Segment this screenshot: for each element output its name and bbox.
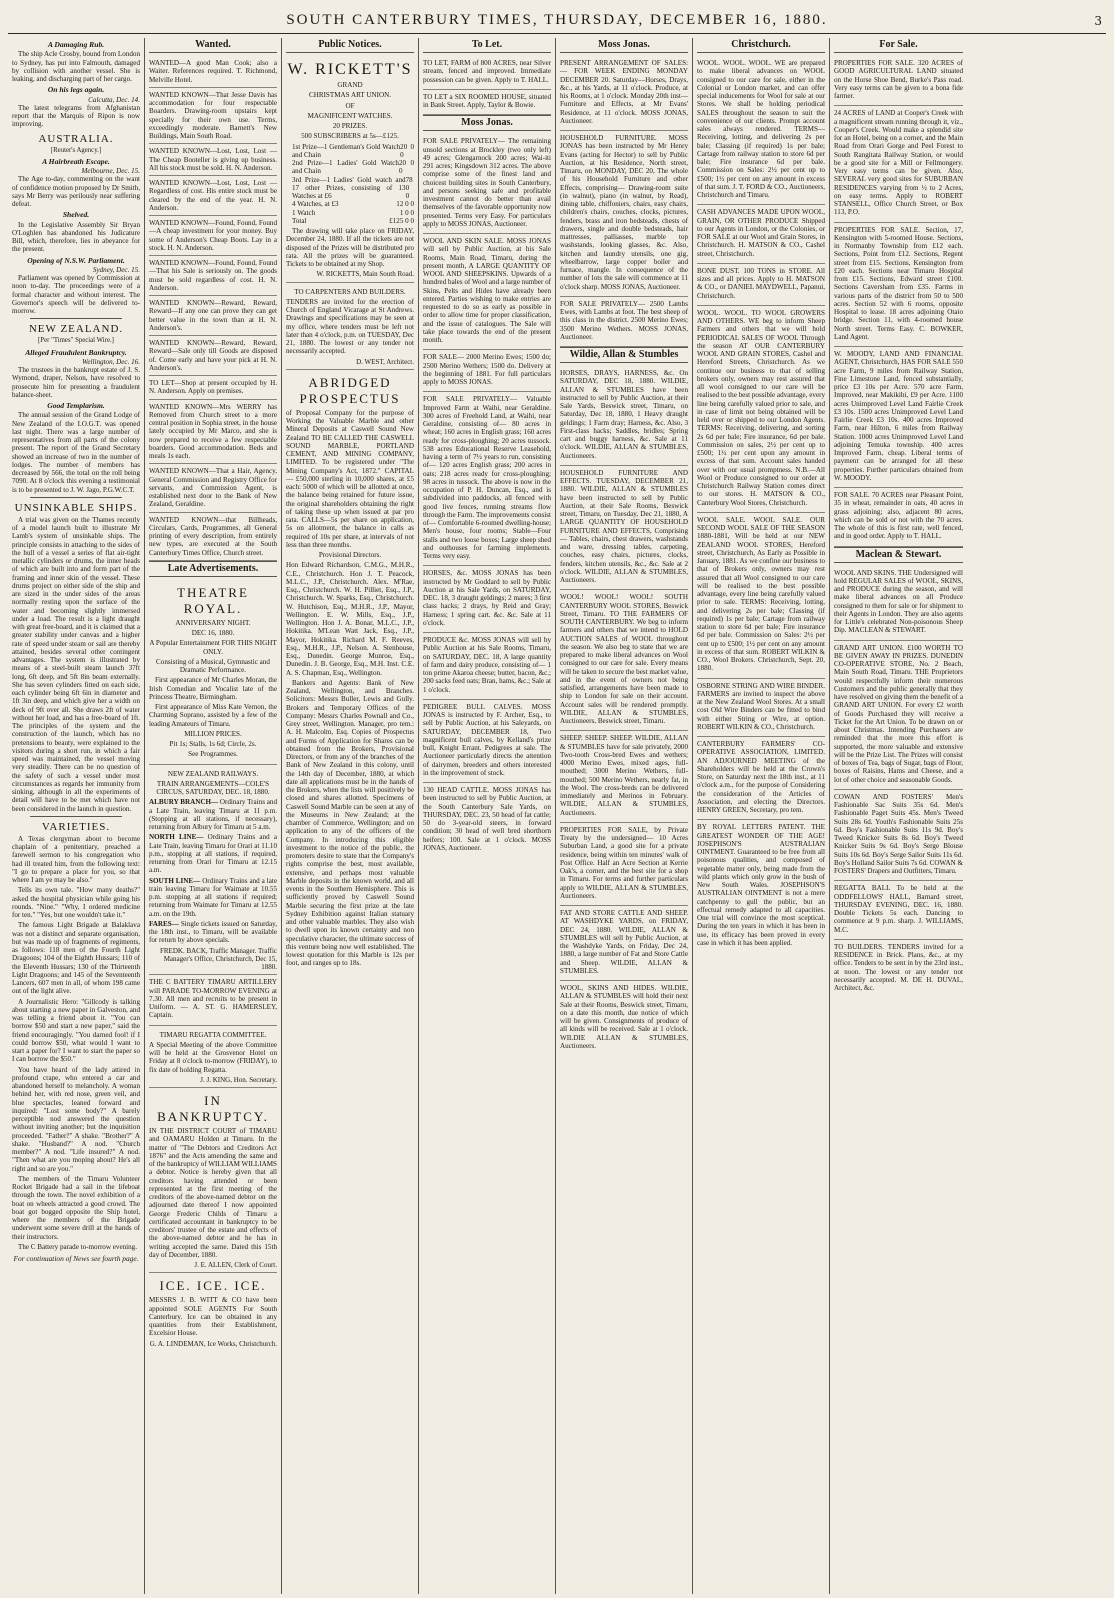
prize-list <box>292 143 414 226</box>
column-heading: Wanted. <box>149 38 277 53</box>
auction-ad <box>423 392 551 566</box>
ad-line: 20 PRIZES. <box>332 122 368 130</box>
item-body: The trustees in the bankrupt estate of J. S. Wymond, draper, Nelson, have resolved to prosecute him for presenting a fraudulent balance-sheet. <box>12 366 140 399</box>
prize-value: 78 0 0 <box>405 175 413 200</box>
agency-line: [Per "Times" Special Wire.] <box>38 337 114 345</box>
wool-ad <box>697 56 825 205</box>
column-public-notices <box>282 38 419 1594</box>
railways-subtitle: TRAIN ARRANGEMENTS—COLE'S CIRCUS, SATURDAY, DEC. 18, 1880. <box>156 779 270 796</box>
theatre-line: DEC 16, 1880. <box>191 629 235 637</box>
ad-line: MAGNIFICENT WATCHES. <box>307 111 393 120</box>
prospectus-ad <box>286 370 414 973</box>
ad-text: HORSES, &c. MOSS JONAS has been instructed by Mr Goddard to sell by Public Auction at his Sale Yards, on SATURDAY, DEC. 18, 3 draught geldings; 2 mares; 3 first class hacks; 2 drays, by Reid and Gray; Harness; 1 spring cart. &c. &c. Sale at 11 o'clock. <box>423 569 551 627</box>
ad-text: WANTED KNOWN—Reward, Reward, Reward—Sale only till Goods are disposed of. Come early and have your pick at H. N. Anderson's. <box>149 339 277 372</box>
prize-value: 12 0 0 <box>396 200 414 209</box>
item-body: The ship Acle Crosby, bound from London to Sydney, has put into Falmouth, damaged by collision with another vessel. She is leaking, and discharging part of her cargo. <box>12 50 140 83</box>
prize-row <box>292 200 414 208</box>
auction-ad <box>560 590 688 731</box>
ad-text: BY ROYAL LETTERS PATENT. THE GREATEST WONDER OF THE AGE! JOSEPHSON'S AUSTRALIAN OINTMENT. Guaranteed to be free from all poisonous qualities, and composed of vegetable matter only, being made from the wild plants which only grow in the bush of New South Wales. JOSEPHSON'S AUSTRALIAN OINTMENT is not a mere catchpenny to gull the public, but an effectual remedy adapted to all capacities. One trial will convince the most sceptical. During the ten years in which it has been in use, its efficacy has been proved in every case in which it has been applied. <box>697 823 825 947</box>
auction-ad <box>560 906 688 981</box>
column-heading: Wildie, Allan & Stumbles <box>560 347 688 363</box>
railways-title: NEW ZEALAND RAILWAYS. <box>167 769 259 778</box>
item-body: The latest telegrams from Afghanistan report that the Marquis of Ripon is now improving. <box>12 103 140 129</box>
property-ad <box>834 488 963 547</box>
ad-title: ABRIDGED PROSPECTUS <box>299 374 401 406</box>
ad-text: WOOL! WOOL! WOOL! SOUTH CANTERBURY WOOL STORES, Beswick Street, Timaru. TO THE FARMERS OF SOUTH CANTERBURY. We beg to inform farmers and others that we intend to HOLD AUCTION SALES of WOOL throughout the season. We also beg to state that we are prepared to make liberal advances on Wool consigned to our care for sale. Every means will be taken to secure the best market value, and in the event of owners not being satisfied, arrangements have been made to ship to London for sale on their account. Account sales will be rendered promptly. WILDIE, ALLAN & STUMBLES, Auctioneers, Beswick street, Timaru. <box>560 593 688 725</box>
railways-section-heading: FARES— <box>149 919 179 928</box>
dateline: Melbourne, Dec. 15. <box>81 167 140 175</box>
regatta-committee-ad <box>149 1026 277 1089</box>
wool-ad <box>697 737 825 820</box>
variety-paragraph: The C Battery parade to-morrow evening. <box>18 1242 137 1251</box>
ad-text: PEDIGREE BULL CALVES. MOSS JONAS is instructed by F. Archer, Esq., to sell by Public Auction, at his Saleyards, on SATURDAY, DECEMBER 18, Two magnificent bull calves, by Kelland's prize bull, Knight Errant. Pedigrees at sale. The Auctioneer particularly directs the attention of dairymen, breeders and others interested in the improvement of stock. <box>423 702 551 777</box>
merchant-ad <box>834 790 963 882</box>
property-ad <box>834 56 963 106</box>
signature: W. RICKETTS, Main South Road. <box>316 270 414 279</box>
auction-ad <box>423 350 551 392</box>
classified-ad <box>149 176 277 216</box>
ad-title: TO CARPENTERS AND BUILDERS. <box>294 287 406 296</box>
railways-section-heading: NORTH LINE— <box>149 833 204 842</box>
auction-ad <box>560 981 688 1055</box>
ad-line: CHRISTMAS ART UNION. <box>308 91 392 100</box>
directors-heading: Provisional Directors. <box>318 551 382 559</box>
column-to-let <box>419 38 556 1594</box>
classified-ad <box>149 513 277 561</box>
ad-text: WOOL AND SKIN SALE. MOSS JONAS will sell by Public Auction, at his Sale Rooms, Main Road, Timaru, during the present month, A LARGE QUANTITY OF WOOL AND SHEEPSKINS. Upwards of a hundred bales of Wool and a large number of Skins, Pelts and Hides have already been entered. Parties wishing to make entries are requested to do so as early as possible in order to allow time for proper classification, and the issue of catalogues. The Sale will take place towards the end of the present month. <box>423 237 551 344</box>
ad-text: COWAN AND FOSTERS' Men's Fashionable Sac Suits 35s 6d. Men's Fashionable Paget Suits 45s. Men's Tweed Suits 28s 6d. Youth's Fashionable Suits 25s 6d. Boy's Fashionable Suits 11s 9d. Boy's Tweed Knicker Suits 8s 6d. Boy's Tweed Knicker Suits 9s 6d. Boy's Serge Blouse Suits 10s 6d. Boy's Serge Sailor Suits 11s 6d. Boy's Holland Sailor Suits 7s 6d. COWAN & FOSTERS' Drapers and Outfitters, Timaru. <box>834 792 963 875</box>
ad-text: WOOL. WOOL. WOOL. WE are prepared to make liberal advances on WOOL consigned to our care for sale, either in the Colonial or London market, and can offer special inducements for Wool for sale at our Stores. We shall be holding periodical SALES throughout the season to suit the convenience of our clients. Prompt account sales always rendered. TERMS— Receiving, lotting, and delivering 2s per bale; Classing (if required) 1s per bale; Cartage from railway station to store 6d per bale; Fire insurance 6d per bale. Commission on Sales: 2½ per cent up to £500; 1½ per cent on any amount in excess of that sum. J. T. FORD & CO., Auctioneers, Christchurch and Timaru. <box>697 59 825 199</box>
ad-title: TIMARU REGATTA COMMITTEE. <box>159 1030 267 1039</box>
ad-text: FOR SALE. 70 ACRES near Pleasant Point, 35 in wheat, remainder in oats, 40 acres in grass adjoining; also, adjacent 80 acres, which can be sold or not with the 70 acres. The whole of this is first rate, well fenced, and in good order. Apply to T. HALL. <box>834 491 963 541</box>
column-wanted <box>145 38 282 1594</box>
ad-text: A Special Meeting of the above Committee will be held at the Grosvenor Hotel on Friday at 8 o'clock to-morrow (FRIDAY), to fix date of holding Regatta. <box>149 1040 277 1074</box>
railways-section <box>149 798 277 831</box>
classified-ad <box>149 56 277 88</box>
ad-text: THE C BATTERY TIMARU ARTILLERY will PARADE TO-MORROW EVENING at 7.30. All men and recruits to be present in Uniform. — A. ST. G. HAMERSLEY, Captain. <box>149 978 277 1020</box>
classified-ad <box>149 464 277 512</box>
variety-paragraph: The famous Light Brigade at Balaklava was not a distinct and separate organisation, but was made up of fragments of regiments, as follows: 118 men of the Fourth Light Dragoons; 104 of the Eighth Hussars; 110 of the Eleventh Hussars; 130 of the Thirteenth Light Dragoons; and 145 of the Seventeenth Lancers, 607 men in all, of whom 198 came out of the light alive. <box>12 921 140 996</box>
prize-value: £125 0 0 <box>389 216 414 225</box>
ad-text: GRAND ART UNION. £100 WORTH TO BE GIVEN AWAY IN PRIZES. DUNEDIN CO-OPERATIVE STORE, No. 2 Beach, Main South Road, Timaru. THE Proprietors would respectfully inform their numerous Customers and the public generally that they have resolved on giving them the benefit of a GRAND ART UNION. For every £2 worth of Goods Purchased they will receive a Ticket for the Art Union. To be drawn on or about Christmas. Intending Purchasers are reminded that the more this effort is supported, the more valuable and extensive will be the Prize List. The Prizes will consist of boxes of Tea, bags of Sugar, bags of Flour, boxes of Raisins, Hams and Cheese, and a lot of other choice and seasonable Goods. <box>834 643 963 784</box>
column-heading: To Let. <box>423 38 551 53</box>
battery-ad <box>149 975 277 1025</box>
prize-desc: 4 Watches, at £3 <box>292 200 339 209</box>
theatre-line: Consisting of a Musical, Gymnastic and Dramatic Performance. <box>156 657 270 674</box>
wool-ad <box>697 820 825 952</box>
ad-text: FOR SALE PRIVATELY— Valuable Improved Farm at Waihi, near Geraldine. 300 acres of Freehold Land, at Waihi, near Geraldine, consisting of— 80 acres in wheat; 160 acres in English grass; 160 acres ready for cross-ploughing; 20 acres tussock. 538 acres Educational Reserve Leasehold, having a term of 7½ years to run, consisting of— 120 acres English grass; 200 acres in oats; 218 acres ready for cross-ploughing; 98 acres in tussock. The above is now in the occupation of P. H. Duncan, Esq., and is subdivided into paddocks, all fenced with good live fences, running streams flow through the Farm. The improvements consist of— Comfortable 6-roomed dwelling-house; Men's house, four rooms; Stable—Four stalls and two loose boxes; Large sheep shed and outhouses for farming implements. Terms very easy. <box>423 395 551 560</box>
ad-text: PROPERTIES FOR SALE. Section, 17, Kensington with 5-roomed House. Sections, in Normanby Township from £12 each. Sections, Point from £12. Sections, Regent street from £15. Sections, Kensington from £20 each. Sections near Timaru Hospital from £15. Sections, Edward street £100. Sections Caversham from £35. Farms in various parts of the district from 50 to 500 acres. Section 52 with 6 rooms, opposite Hospital to lease. 18 acres adjoining Otaio bridge. Section 11, with 4-roomed house North street. Terms Easy. C. BOWKER, Land Agent. <box>834 225 963 341</box>
classified-ad <box>149 216 277 256</box>
ad-text: of Proposal Company for the purpose of Working the Valuable Marble and other Mineral Deposits at Caswell Sound New Zealand TO BE CALLED THE CASWELL SOUND MARBLE, PORTLAND CEMENT, AND MINING COMPANY, LIMITED. To be registered under "The Mining Company's Act, 1872." CAPITAL — £50,000 sterling in 10,000 shares, at £5 each: 5000 of which will be allotted at once, the balance being retained for future issue, the original shareholders obtaining the right of taking these up when issued at par pro rata. CALLS—5s per share on application, 5s on allotment, the balance in calls as required of 10s per share, at intervals of not less than three months. <box>286 408 414 549</box>
ad-text: WANTED KNOWN—Found, Found, Found—A cheap investment for your money. Buy some of Anderson's Cheap Boots. Lay in a stock. H. N. Anderson. <box>149 219 277 252</box>
item-body: The Age to-day, commenting on the want of confidence motion proposed by Dr Smith, says Mr Berry was perilously near suffering defeat. <box>12 175 140 208</box>
merchant-ad <box>834 641 963 790</box>
item-heading: A Hairbreath Escape. <box>42 156 110 166</box>
divider <box>30 497 122 498</box>
auction-ad <box>423 234 551 350</box>
ad-title: IN BANKRUPTCY. <box>157 1093 269 1124</box>
late-ads-heading: Late Advertisements. <box>149 561 277 577</box>
ad-text: WANTED KNOWN—Found, Found, Found—That his Sale is seriously on. The goods must be sold regardless of cost. H. N. Anderson. <box>149 259 277 292</box>
merchant-ad <box>834 940 963 998</box>
prize-desc: 3rd Prize—1 Ladies' Gold watch and 17 other Prizes, consisting of 13 Watches at £6 <box>292 175 406 200</box>
wool-ad <box>697 513 825 679</box>
auction-ad <box>560 466 688 591</box>
railways-section <box>149 833 277 874</box>
variety-paragraph: A Journalistic Hero: "Gillcody is talking about starting a new paper in Galveston, and was telling a friend about it. "You can borrow $50 and start a new paper," said the friend encouragingly. "You darned fool! if I could borrow $50, what would I want to start a paper for? I want to start the paper so I can borrow the $50." <box>12 997 140 1064</box>
theatre-line: ANNIVERSARY NIGHT. <box>175 618 251 627</box>
columns <box>8 38 1106 1594</box>
divider <box>30 816 122 817</box>
signature: FREDK. BACK, Traffic Manager. Traffic Manager's Office, Christchurch, Dec 15, 1880. <box>160 946 277 971</box>
dateline: Wellington, Dec. 16. <box>82 357 140 366</box>
item-heading: Good Templarism. <box>47 401 105 410</box>
railways-section-text: Ordinary Trains and a Late Train, leaving Timaru for Orari at 11.10 p.m., stopping at all stations, if required, returning from Orari for Timaru at 12.15 a.m. <box>149 833 277 875</box>
prize-row <box>292 159 414 176</box>
ad-text: PROPERTIES FOR SALE, by Private Treaty by the undersigned— 10 Acres Suburban Land, a good site for a private residence, being within ten minutes' walk of Post Office. Half an Acre Section at Kerrie Oak's, a corner, and the best site for a shop in Timaru. For terms and further particulars apply to WILDIE, ALLAN & STUMBLES, Auctioneers. <box>560 825 688 900</box>
signature: G. A. LINDEMAN, Ice Works, Christchurch. <box>149 1339 277 1348</box>
variety-paragraph: Tells its own tale. "How many deaths?" asked the hospital physician while going his rounds. "Nine." "Why, I ordered medicine for ten." "Yes, but one wouldn't take it." <box>12 886 140 919</box>
ad-text: HOUSEHOLD FURNITURE. MOSS JONAS has been instructed by Mr Henry Evans (acting for Hector) to sell by Public Auction, at his Residence, North street, Timaru, on MONDAY, DEC 20, The whole of his Household Furniture and other Effects, comprising— Drawing-room suite (in walnut), piano (in walnut, by Read), dining table, chiffoniers, chairs, easy chairs, children's chairs, couches, clocks, pictures, fenders, brass and iron bedsteads, chests of drawers, single and double bedsteads, hair mattresses, palliasses, marble top washstands, looking glasses, &c. Also, kitchen and laundry utensils, one gig, wheelbarrow, large copper boiler and furnace, mangle. In consequence of the number of lots the sale will commence at 11 o'clock sharp. MOSS JONAS, Auctioneer. <box>560 134 688 291</box>
classified-ad <box>423 90 551 116</box>
ad-text: FOR SALE PRIVATELY— The remaining unsold sections at Brockley (two only left) 49 acres; Glengarnock 200 acres; Wai-iti 291 acres; Kingsdown 312 acres. The above comprise some of the finest land and choicest building sites in South Canterbury, and persons seeking safe and profitable investment cannot do better than avail themselves of the favorable opportunity now presented. Terms very Easy. For particulars apply to MOSS JONAS, Auctioneer. <box>423 137 551 228</box>
ad-text: PROPERTIES FOR SALE. 320 ACRES of GOOD AGRICULTURAL LAND situated on the Horse Shoe Bend, Burke's Pass road. Very easy terms can be given to a bona fide farmer. <box>834 59 963 100</box>
ad-text: 130 HEAD CATTLE. MOSS JONAS has been instructed to sell by Public Auction, at the South Canterbury Sale Yards, on THURSDAY, DEC. 23, 50 head of fat cattle; 50 do 3-year-old steers, in forward condition; 30 head of well bred shorthorn heifers; 100. Sale at 1 o'clock. MOSS JONAS, Auctioneer. <box>423 786 551 852</box>
item-heading: A Damaging Rub. <box>47 40 105 49</box>
wool-ad <box>697 306 825 513</box>
column-heading: Moss Jonas. <box>560 38 688 53</box>
section-title-new-zealand: NEW ZEALAND. <box>28 323 124 336</box>
dateline: Calcutta, Dec. 14. <box>88 95 140 104</box>
column-heading: Maclean & Stewart. <box>834 547 963 563</box>
ad-text: TO BUILDERS. TENDERS invited for a RESIDENCE in Brick. Plans, &c., at my office. Tenders to be sent in by the 23rd inst., at noon. The lowest or any tender not necessarily accepted. M. DE H. DUVAL, Architect, &c. <box>834 942 963 992</box>
ad-text: WOOL, SKINS AND HIDES. WILDIE, ALLAN & STUMBLES will hold their next Sale at their Rooms, Beswick street, Timaru, on a date this month, due notice of which will be given. Consignments of produce of all kinds will be received. Sale at 1 o'clock. WILDIE ALLAN & STUMBLES, Auctioneers. <box>560 984 688 1050</box>
item-heading: Alleged Fraudulent Bankruptcy. <box>25 347 127 357</box>
ad-text: PRODUCE &c. MOSS JONAS will sell by Public Auction at his Sale Rooms, Timaru, on SATURDAY, DEC. 18, A large quantity of farm and dairy produce, consisting of— 1 ton prime Akaroa cheese; butter, bacon, &c.; 200 sacks feed oats; Bran, hams, &c.; Sale at 1 o'clock. <box>423 636 551 694</box>
ad-text: REGATTA BALL To be held at the ODDFELLOWS' HALL, Barnard street, THURSDAY EVENING, DEC. 16, 1880. Double Tickets 5s each. Dancing to commence at 9 p.m. sharp. J. WILLIAMS, M.C. <box>834 884 963 934</box>
bankruptcy-ad <box>149 1088 277 1273</box>
ice-ad <box>149 1273 277 1351</box>
section-title-australia: AUSTRALIA. <box>38 132 114 145</box>
ad-text: WANTED KNOWN—that Billheads, Circulars, Cards, Programmes, all General printing of every description, from entirely new types, are executed at the South Canterbury Times Office, Church street. <box>149 515 277 557</box>
item-body: In the Legislative Assembly Sir Bryan O'Loghlen has abandoned his Judicature Bill, which, therefore, lies in abeyance for the present. <box>12 220 140 254</box>
theatre-title: THEATRE ROYAL. <box>177 584 249 616</box>
wool-ad <box>697 679 825 738</box>
prize-desc: Total <box>292 216 307 225</box>
theatre-line: See Programmes. <box>188 750 238 759</box>
auction-ad <box>560 56 688 131</box>
ad-text: TENDERS are invited for the erection of Church of England Vicarage at St Andrews. Drawings and specifications may be seen at my office, where tenders must be left not later than 4 o'clock, p.m. on TUESDAY, Dec 21, 1880. The lowest or any tender not necessarily accepted. <box>286 297 414 356</box>
classified-ad <box>149 296 277 336</box>
property-ad <box>834 223 963 348</box>
railways-section-text: Single tickets issued on Saturday, the 18th inst., to Timaru, will be available for return by above specials. <box>149 919 277 945</box>
railways-ad <box>149 765 277 976</box>
prize-row <box>292 176 414 201</box>
ad-text: CASH ADVANCES MADE UPON WOOL, GRAIN, OR OTHER PRODUCE Shipped to our Agents in London, or the Colonies, or FOR SALE at our Wool and Grain Stores, in Christchurch. H. MATSON & CO., Cashel street, Christchurch. <box>697 208 825 258</box>
ad-text: MESSRS J. B. WITT & CO have been appointed SOLE AGENTS For South Canterbury. Ice can be obtained in any quantities from their Establishment, Excelsior House. <box>149 1296 277 1338</box>
ad-title: W. RICKETT'S <box>287 61 413 78</box>
ad-text: WANTED KNOWN—That Jesse Davis has accommodation for four respectable Boarders. Drawing-room upstairs kept specially for their own use. Terms, exceedingly moderate. Barnett's New Buildings, Main South Road. <box>149 90 277 140</box>
column-heading: Public Notices. <box>286 38 414 53</box>
divider <box>30 318 122 319</box>
prize-row <box>292 143 414 160</box>
column-christchurch <box>693 38 830 1594</box>
ad-text: The drawing will take place on FRIDAY, December 24, 1880. If all the tickets are not disposed of the Prizes will be distributed pro rata. All the prizes will be guaranteed. Tickets to be obtained at my Shop. <box>286 227 414 268</box>
theatre-line: First appearance of Miss Kate Vernon, the Charming Soprano, assisted by a few of the leading Amateurs of Timaru. <box>149 703 277 728</box>
prize-row <box>292 217 414 225</box>
auction-ad <box>423 566 551 633</box>
signature: J. E. ALLEN, Clerk of Court. <box>194 1261 277 1269</box>
auction-ad <box>560 731 688 823</box>
prize-value: 1 0 0 <box>399 208 414 217</box>
agency-line: [Reuter's Agency.] <box>50 146 102 154</box>
article-body: A trial was given on the Thames recently of a model launch built to illustrate Mr Lamb's system of unsinkable ships. The principle consists in attaching to the sides of the hull of a vessel a series of flat air-tight metallic cylinders or drums, the inner heads of which are built into and form part of the framing and inner skin of the vessel. These drums project on either side of the ship and are sized in the under sides of the areas normally resting upon the surface of the water and becoming slightly immersed under a load. The result is a light draught with great free-board, and it is claimed that a greater stability under canvas and a higher rate of speed under steam or sail are thereby attained, besides several other contingent advantages. The system is illustrated by means of a steel-built steam launch 37ft long, 6ft deep, and 5ft 8in beam externally. She has seven cylinders fitted on each side, each cylinder being 6ft 6in in diameter and 1ft 3in deep, and which give her a width on deck of 9ft over all. She draws 2ft of water without her load, and has a free-board of 1ft. The principles of the system and the construction of the launch, which has no pretensions to beauty, were explained to the visitors during a short run, in which a fair speed was maintained, the vessel moving very steadily. There can be no question of the safety of such a vessel under most circumstances as regards her immunity from sinking, although in all the experiments of detail will have to be met which have not been considered in the launch in question. <box>12 515 140 813</box>
ad-line: 500 SUBSCRIBERS at 5s—£125. <box>301 132 399 141</box>
ad-text: TO LET, FARM of 800 ACRES, near Silver stream, fenced and improved. Immediate possession can be given. Apply to T. HALL. <box>423 59 551 84</box>
ad-text: WANTED KNOWN—Lost, Lost, Lost —Regardless of cost. His entire stock must be cleared by the end of the year. H. N. Anderson. <box>149 179 277 212</box>
classified-ad <box>149 400 277 465</box>
railways-section-text: Ordinary Trains and a Late Train, leaving Timaru at 11 p.m. (Stopping at all stations, if necessary), returning from Albury for Timaru at 5 a.m. <box>149 798 277 831</box>
ad-text: W. MOODY, LAND AND FINANCIAL AGENT, Christchurch, HAS FOR SALE 550 acre Farm, 9 miles from Railway Station, Fine Limestone Land, fenced substantially, price £3 10s per Acre. 570 acre Farm, Improved, near Makikihi, £9 per Acre. 1100 acres Unimproved Level Land Fairlie Creek £3 10s. 1500 acres Unimproved Level Land Fairlie Creek £3 10s. 400 acres Improved Farm, near Hilton, 6 miles from Railway Station. 1000 acres Unimproved Level Land adjoining Temuka township. 400 acres Improved Farm, cheap. Liberal terms of payment can be arranged for all these properties. Further particulars obtained from W. MOODY. <box>834 350 963 482</box>
ad-text: WANTED KNOWN—Lost, Lost, Lost —The Cheap Booteller is giving up business. All his stock must be sold. H. N. Anderson. <box>149 147 277 172</box>
variety-paragraph: The members of the Timaru Volunteer Rocket Brigade had a sail in the lifeboat through the town. The novel exhibition of a boat on wheels attracted a good crowd. The boat got bogged opposite the Ship hotel, where the members of the Brigade underwent some severe drill at the hands of their instructors. <box>12 1174 140 1241</box>
railways-section-heading: SOUTH LINE— <box>149 876 201 885</box>
masthead-title: SOUTH CANTERBURY TIMES, THURSDAY, DECEMBER 16, 1880. <box>286 12 828 28</box>
ad-text: WANTED—A good Man Cook; also a Waiter. References required. T. Richmond, Melville Hotel. <box>149 59 277 84</box>
ad-line: GRAND <box>337 81 363 89</box>
ad-text: WANTED KNOWN—Reward, Reward, Reward—If any one can prove they can get better value in the town than at H. N. Anderson's. <box>149 299 277 332</box>
theatre-ad <box>149 580 277 765</box>
column-heading: Moss Jonas. <box>423 115 551 131</box>
property-ad <box>834 347 963 488</box>
ad-line: OF <box>345 101 355 110</box>
dateline: Sydney, Dec. 15. <box>92 265 140 274</box>
ad-text: WANTED KNOWN—That a Hair, Agency, General Commission and Registry Office for servants, and Commission Agent, is established next door to the Bank of New Zealand, Geraldine. <box>149 467 277 509</box>
wool-ad <box>697 205 825 264</box>
ad-text: PRESENT ARRANGEMENT OF SALES:— FOR WEEK ENDING MONDAY DECEMBER 20. Saturday—Horses, Drays, &c., at his Yards, at 11 o'clock. Produce, at his Rooms, at 1 o'clock. Monday 20th inst—Furniture and Effects, at Mr Evans' Residence, at 11 o'clock. MOSS JONAS, Auctioneer. <box>560 59 688 125</box>
section-title-varieties: VARIETIES. <box>41 820 111 833</box>
theatre-line: Pit 1s; Stalls, 1s 6d; Circle, 2s. <box>169 740 257 748</box>
railways-section-heading: ALBURY BRANCH— <box>149 798 219 807</box>
masthead <box>8 8 1106 34</box>
ad-text: HORSES, DRAYS, HARNESS, &c. On SATURDAY, DEC 18, 1880. WILDIE, ALLAN & STUMBLES have been instructed to sell by Public Auction, at their Sale Yards, Beswick street, Timaru, on Saturday, Dec 18, 1880, 1 Heavy draught geldings; 1 Farm dray; Harness, &c. Also, 3 First-class hacks; Saddles, bridles; Spring cart and buggy harness, &c. Sale at 11 o'clock. WILDIE, ALLAN & STUMBLES, Auctioneers. <box>560 369 688 460</box>
column-moss-jonas <box>556 38 693 1594</box>
auction-ad <box>560 131 688 297</box>
variety-paragraph: You have heard of the lady attired in profound crape, who entered a car and abandoned herself to melancholy. A woman behind her, with red nose, green veil, and blue spectacles, leaned forward and inquired: "Lost some body?" A barely perceptible nod answered the question without inviting another; but the inquisition proceeded. "Father?" A shake. "Brother?" A shake. "Husband?" A nod. "Church member?" A nod. "Life insured?" A nod. "Then what are you moping about? He's all right and so are you." <box>12 1065 140 1173</box>
prize-value: 20 0 0 <box>400 142 414 159</box>
directors-list: Hon Edward Richardson, C.M.G., M.H.R., C.E., Christchurch. Hon J. T. Peacock, M.L.C., J.P., Christchurch. Alex. M'Rae, Esq., Christchurch. W. H. Pilliet, Esq., J.P., Christchurch. W. Sparks, Esq., Christchurch. W. Hutchison, Esq., M.H.R., J.P., Mayor, Wellington. E. W. Mills, Esq., J.P., Wellington. Hon J. A. Bonar, M.L.C., J.P., Hokitika. M'Lean Watt Jack, Esq., J.P., Mayor, Hokitika. Richard M. F. Reeves, Esq., M.H.R., J.P., Nelson. A. Stenhouse, Esq., Dunedin. George Munroe, Esq., Dunedin. J. B. George, Esq., M.H. Inst. C.E. A. S. Chapman, Esq., Wellington. <box>286 561 414 677</box>
variety-paragraph: A Texas clergyman about to become chaplain of a penitentiary, preached a farewell sermon to his congregation who had ill treated him, from the following text: "I go to prepare a place for you, so that where I am ye may be also." <box>12 834 140 884</box>
classified-ad <box>149 336 277 376</box>
signature: D. WEST, Architect. <box>356 357 414 366</box>
prize-row <box>292 209 414 217</box>
prize-desc: 1st Prize—1 Gentleman's Gold Watch and Chain <box>292 142 401 159</box>
ad-text: FOR SALE PRIVATELY— 2500 Lambs Ewes, with Lambs at foot. The best sheep of this class in the district. 2500 Merino Ewes; 3500 Merino Wethers. MOSS JONAS, Auctioneer. <box>560 299 688 341</box>
auction-ad <box>560 366 688 466</box>
auction-ad <box>560 823 688 906</box>
prize-value: 20 0 0 <box>398 159 414 176</box>
ad-text: HOUSEHOLD FURNITURE AND EFFECTS. TUESDAY, DECEMBER 21, 1880. WILDIE, ALLAN & STUMBLES have been instructed to sell by Public Auction, at their Sale Rooms, Beswick street, Timaru, on Tuesday, Dec 21, 1880, A LARGE QUANTITY OF HOUSEHOLD FURNITURE AND EFFECTS, Comprising— Tables, chairs, chest drawers, washstands and ware, dressing tables, carpeting, couches, easy chairs, pictures, clocks, fenders, kitchen utensils, &c., &c. Sale at 2 o'clock. WILDIE, ALLAN & STUMBLES, Auctioneers. <box>560 468 688 584</box>
classified-ad <box>149 144 277 176</box>
prize-desc: 1 Watch <box>292 208 316 217</box>
ad-text: BONE DUST. 100 TONS in STORE. All sizes and all prices. Apply to H. MATSON & CO., or DANIEL MAYDWELL, Papanui, Christchurch. <box>697 266 825 300</box>
ad-text: WOOL AND SKINS. THE Undersigned will hold REGULAR SALES of WOOL, SKINS, and PRODUCE during the season, and will make liberal advances on all Produce consigned to them for sale or for shipment to their Agents in London. They are also agents for Little's celebrated Non-poisonous Sheep Dip. MACLEAN & STEWART. <box>834 568 963 635</box>
classified-ad <box>149 88 277 145</box>
column-for-sale <box>830 38 967 1594</box>
theatre-line: A Popular Entertainment FOR THIS NIGHT ONLY. <box>149 639 277 656</box>
ad-text: FAT AND STORE CATTLE AND SHEEP. AT WASHDYKE YARDS, on FRIDAY, DEC 24, 1880. WILDIE, ALLAN & STUMBLES will sell by Public Auction, at the Washdyke Yards, on Friday, Dec 24, 1880, a large number of Fat and Store Cattle and Sheep. WILDIE, ALLAN & STUMBLES. <box>560 909 688 975</box>
item-heading: Opening of N.S.W. Parliament. <box>27 255 125 265</box>
column-heading: For Sale. <box>834 38 963 53</box>
column-heading: Christchurch. <box>697 38 825 53</box>
merchant-ad <box>834 566 963 641</box>
railways-section-text: Ordinary Trains and a late train leaving Timaru for Waimate at 10.55 p.m. stopping at all stations if required; returning from Waimate for Timaru at 12.55 a.m. on the 19th. <box>149 876 277 918</box>
ad-text: FOR SALE— 2000 Merino Ewes; 1500 do; 2500 Merino Wethers; 1500 do. Delivery at the beginning of 1881. For full particulars apply to MOSS JONAS. <box>423 353 551 386</box>
wool-ad <box>697 264 825 306</box>
ad-text: 24 ACRES of LAND at Cooper's Creek with a magnificent stream running through it, viz., Cooper's Creek. Would make a splendid site for an Hotel, being on a corner, and the Main Road from Orari Gorge and Peel Forest to South Rangitata Railway Station, or would be a good site for a Mill or Fellmongery. Very easy terms can be given. Also, SEVERAL very good sites for SUBURBAN RESIDENCES varying from ½ to 2 Acres, on easy terms. Apply to ROBERT STANSELL, Office Church Street, or Box 113, P.O. <box>834 109 963 217</box>
classified-ad <box>149 256 277 296</box>
railways-section <box>149 920 277 945</box>
tender-ad <box>286 283 414 370</box>
signature: J. J. KING, Hon. Secretary. <box>200 1075 277 1084</box>
item-heading: On his legs again. <box>47 85 105 95</box>
auction-ad <box>423 134 551 234</box>
theatre-line: MILLION PRICES. <box>184 729 242 738</box>
item-heading: Shelved. <box>62 210 90 220</box>
property-ad <box>834 106 963 222</box>
merchant-ad <box>834 881 963 940</box>
ad-text: SHEEP. SHEEP. SHEEP. WILDIE, ALLAN & STUMBLES have for sale privately, 2000 Two-tooth Cross-bred Ewes and wethers; 4000 Merino Ewes, mixed ages, full-mouthed; 3000 Merino Wethers, full-mouthed; 500 Merino Wethers, nearly fat, in the Wool. The cross-breds can be delivered immediately and Merinos in February. WILDIE, ALLAN & STUMBLES, Auctioneers. <box>560 734 688 817</box>
ad-text: OSBORNE STRING AND WIRE BINDER. FARMERS are invited to inspect the above at the New Zealand Wool Stores. At a small cost Old Wire Binders can be fitted to bind with either String or Wire, at option. ROBERT WILKIN & CO., Christchurch. <box>697 681 825 731</box>
page-number: 3 <box>1094 13 1102 28</box>
ad-text: Bankers and Agents: Bank of New Zealand, Wellington, and Branches. Solicitors: Messrs Buller, Lewis and Gully. Brokers and Temporary Offices of the Company: Messrs Charles Pownall and Co., Grey street, Wellington. Manager, pro tem.: A. H. Malcolm, Esq. Copies of Prospectus and Forms of Application for Shares can be obtained from the Brokers, Provisional Directors, or from any of the branches of the Bank of New Zealand in this colony, until the 14th day of December, 1880, at which date all applications must be in the hands of the Brokers, when the lists will positively be closed and shares allotted. Specimens of Caswell Sound Marble can be seen at any of the Museums in New Zealand; at the chamber of Commerce, Wellington; and on application to any of the officers of the Company. In introducing this eligible investment to the notice of the public, the promoters desire to state that the Company's rights comprise the best, most available, extensive, and perhaps most valuable Marble deposits in the known world, and all events in the Southern Hemisphere. This is sufficiently proved by Caswell Sound Marble securing the first prize at the late Sydney Exhibition against Italian statuary and other valuable marbles. They also wish to dwell upon its known certainty and non speculative character, the ultimate success of this venture being now well established. The lowest quotation for this Marble is 12s per foot, and ranges up to 18s. <box>286 678 414 968</box>
auction-ad <box>423 633 551 700</box>
item-body: The annual session of the Grand Lodge of New Zealand of the I.O.G.T. was opened last night. There was a large number of representatives from all parts of the colony present. The report of the Grand Secretary showed an increase of two in the number of lodges. The number of members has decreased by 566, the total on the roll being 7090. At 8 o'clock this evening a testimonial is to be presented to J. W. Jago, P.G.W.C.T. <box>12 411 140 494</box>
theatre-line: First appearance of Mr Charles Moran, the Irish Comedian and Vocalist late of the Princess Theatre, Birmingham. <box>149 676 277 701</box>
ad-text: WANTED KNOWN—Mrs WERRY has Removed from Church street to a more central position in Sophia street, in the house lately occupied by Mr Marco, and she is now prepared to receive a few respectable boarders. Good accommodation. Beds and meals 1s each. <box>149 402 277 460</box>
ad-text: WOOL SALE. WOOL SALE. OUR SECOND WOOL SALE OF THE SEASON 1880-1881, Will be held at our NEW ZEALAND WOOL STORES, Hereford street, Christchurch, As Early as Possible in January, 1881. As we confine our business to that of Brokers only, owners may rest assured that all Wool consigned to our care will be realised to the best possible advantage, every line being carefully valued prior to sale. TERMS: Receiving, lotting, and delivering 2s per bale; Classing (if required) 1s per bale; Cartage from railway station to store 6d per bale; Fire insurance 6d per bale. Commission on Sales: 2½ per cent up to £500; 1½ per cent on any amount in excess of that sum. ROBERT WILKIN & CO., Wool Brokers. Christchurch, Sept. 20, 1880. <box>697 515 825 673</box>
classified-ad <box>149 376 277 400</box>
auction-ad <box>560 297 688 347</box>
ad-text: IN THE DISTRICT COURT of TIMARU and OAMARU Holden at Timaru. In the matter of "The Debtors and Creditors Act 1876" and the Acts amending the same and of the bankruptcy of WILLIAM WILLIAMS a debtor. Notice is hereby given that all creditors having attended or been represented at the first meeting of the creditors of the above-named debtor on the adjourned date thereof I now appointed George Frederic Childs of Timaru a certificated accountant in bankruptcy to be creditors' trustee of the estate and effects of the above-named debtor and he has in writing accepted the same. Dated this 15th day of December, 1880. <box>149 1127 277 1259</box>
ad-text: TO LET a SIX ROOMED HOUSE, situated in Bank Street. Apply, Taylor & Bowie. <box>423 92 551 109</box>
art-union-ad <box>286 56 414 283</box>
prize-desc: 2nd Prize—1 Ladies' Gold Watch and Chain <box>292 159 399 176</box>
item-body: Parliament was opened by Commission at noon to-day. The proceedings were of a formal character and without interest. The Governor's speech will be delivered to-morrow. <box>12 274 140 315</box>
auction-ad <box>423 700 551 783</box>
ad-text: TO LET—Shop at present occupied by H. N. Anderson. Apply on premises. <box>149 379 277 396</box>
section-title-unsinkable-ships: UNSINKABLE SHIPS. <box>14 501 138 514</box>
ad-text: WOOL. WOOL. TO WOOL GROWERS AND OTHERS. WE beg to inform Sheep Farmers and others that we will hold PERIODICAL SALES OF WOOL Through the season AT OUR CANTERBURY WOOL AND GRAIN STORES, Cashel and Hereford Streets, Christchurch. As we continue our business to that of selling brokers only, owners may rest assured that all wool consigned to our care will be realised to the best possible advantage, every line being carefully valued prior to sale, and in case of limit not being obtained will be held over or shipped to our London Agents. TERMS: Receiving, delivering, and sorting 2s 6d per bale; Fire insurance, 6d per bale. Commission on sales, 2½ per cent up to £500; 1½ per cent upon any amount in excess of that sum. Account sales handed over with our usual promptness. N.B.—All Wool or Produce consigned to our order at Christchurch Railway Station comes direct to our stores. H. MATSON & CO., Canterbury Wool Stores, Christchurch. <box>697 308 825 507</box>
auction-ad <box>423 783 551 857</box>
classified-ad <box>423 56 551 90</box>
railways-section <box>149 877 277 918</box>
continuation-note: For continuation of News see fourth page. <box>13 1254 139 1263</box>
column-news <box>8 38 145 1594</box>
ad-title: ICE. ICE. ICE. <box>159 1278 267 1294</box>
ad-text: CANTERBURY FARMERS' CO-OPERATIVE ASSOCIATION, LIMITED. AN ADJOURNED MEETING of the Shareholders will be held at the Crown's Store, on Saturday next the 18th inst., at 11 o'clock a.m., for the purpose of Considering the consideration of the Articles of Association, and electing the Directors. HENRY GREEN, Secretary, pro tem. <box>697 740 825 814</box>
